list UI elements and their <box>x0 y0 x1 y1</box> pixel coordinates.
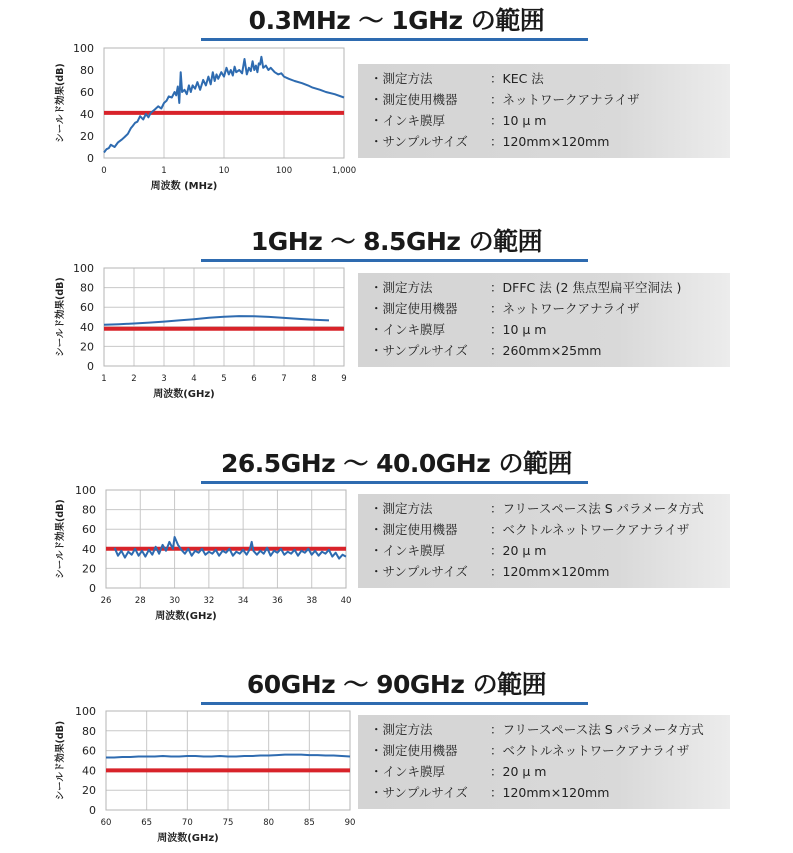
x-tick-label: 30 <box>169 596 180 606</box>
info-label: ・サンプルサイズ <box>370 564 468 579</box>
y-tick-label: 40 <box>82 764 96 778</box>
info-value: ：10 μ m <box>490 322 547 337</box>
y-axis-label: シールド効果(dB) <box>55 63 66 143</box>
x-tick-label: 8 <box>311 374 317 384</box>
info-label: ・測定使用機器 <box>370 522 458 537</box>
x-tick-label: 85 <box>303 818 315 828</box>
x-tick-label: 2 <box>131 374 137 384</box>
info-label: ・インキ膜厚 <box>370 322 446 337</box>
section-title: 1GHz ～ 8.5GHz の範囲 <box>250 227 543 256</box>
x-tick-label: 32 <box>203 596 215 606</box>
x-tick-label: 6 <box>251 374 257 384</box>
x-tick-label: 1 <box>101 374 107 384</box>
x-tick-label: 34 <box>237 596 249 606</box>
x-tick-label: 100 <box>275 166 293 176</box>
y-axis-label: シールド効果(dB) <box>55 720 66 801</box>
y-tick-label: 80 <box>80 64 94 77</box>
x-tick-label: 38 <box>306 596 318 606</box>
x-tick-label: 26 <box>100 596 112 606</box>
info-value: ：120mm×120mm <box>490 134 610 149</box>
y-tick-label: 0 <box>89 804 96 817</box>
x-tick-label: 10 <box>218 166 230 176</box>
info-value: ：KEC 法 <box>490 71 544 86</box>
info-label: ・サンプルサイズ <box>370 343 468 358</box>
info-value: ：120mm×120mm <box>490 785 610 800</box>
y-tick-label: 0 <box>87 360 94 373</box>
x-tick-label: 40 <box>340 596 352 606</box>
info-value: ：フリースペース法 S パラメータ方式 <box>490 501 704 516</box>
x-tick-label: 65 <box>141 818 153 828</box>
y-tick-label: 100 <box>73 42 94 55</box>
info-value: ：フリースペース法 S パラメータ方式 <box>490 722 704 737</box>
x-tick-label: 9 <box>341 374 347 384</box>
x-tick-label: 3 <box>161 374 167 384</box>
y-tick-label: 100 <box>75 705 96 718</box>
y-tick-label: 80 <box>82 503 96 517</box>
y-tick-label: 80 <box>82 724 96 738</box>
section-title: 26.5GHz ～ 40.0GHz の範囲 <box>221 449 572 478</box>
info-value: ：20 μ m <box>490 764 547 779</box>
x-tick-label: 70 <box>181 818 193 828</box>
x-tick-label: 7 <box>281 374 287 384</box>
x-tick-label: 0 <box>101 166 107 176</box>
x-axis-label: 周波数 (MHz) <box>150 181 218 192</box>
x-tick-label: 4 <box>191 374 197 384</box>
info-label: ・測定使用機器 <box>370 92 458 107</box>
y-tick-label: 40 <box>80 108 94 121</box>
y-tick-label: 80 <box>80 281 94 295</box>
y-tick-label: 40 <box>82 542 96 556</box>
y-tick-label: 60 <box>80 86 94 99</box>
section-title: 0.3MHz ～ 1GHz の範囲 <box>248 6 545 35</box>
y-tick-label: 60 <box>82 744 96 758</box>
info-value: ：ベクトルネットワークアナライザ <box>490 743 690 758</box>
y-tick-label: 100 <box>75 484 96 497</box>
x-tick-label: 36 <box>272 596 283 606</box>
y-tick-label: 0 <box>87 152 94 165</box>
y-tick-label: 60 <box>82 523 96 537</box>
y-tick-label: 20 <box>82 562 96 576</box>
info-value: ：120mm×120mm <box>490 564 610 579</box>
x-tick-label: 75 <box>222 818 234 828</box>
y-axis-label: シールド効果(dB) <box>55 277 66 357</box>
x-tick-label: 1 <box>161 166 167 176</box>
x-axis-label: 周波数(GHz) <box>157 833 219 844</box>
y-tick-label: 20 <box>82 784 96 798</box>
x-axis-label: 周波数(GHz) <box>153 389 215 400</box>
x-tick-label: 28 <box>134 596 146 606</box>
info-label: ・測定使用機器 <box>370 743 458 758</box>
info-value: ：ベクトルネットワークアナライザ <box>490 522 690 537</box>
info-label: ・サンプルサイズ <box>370 134 468 149</box>
x-axis-label: 周波数(GHz) <box>155 611 217 622</box>
info-label: ・インキ膜厚 <box>370 543 446 558</box>
info-label: ・インキ膜厚 <box>370 113 446 128</box>
x-tick-label: 80 <box>263 818 275 828</box>
info-label: ・測定使用機器 <box>370 301 458 316</box>
info-label: ・測定方法 <box>370 722 433 737</box>
info-label: ・測定方法 <box>370 501 433 516</box>
info-value: ：260mm×25mm <box>490 343 602 358</box>
x-tick-label: 5 <box>221 374 227 384</box>
info-value: ：ネットワークアナライザ <box>490 301 640 316</box>
x-tick-label: 90 <box>344 818 356 828</box>
y-axis-label: シールド効果(dB) <box>55 499 66 579</box>
x-tick-label: 60 <box>100 818 112 828</box>
info-value: ：10 μ m <box>490 113 547 128</box>
measurement-info-box <box>358 715 730 809</box>
y-tick-label: 40 <box>80 320 94 334</box>
info-label: ・インキ膜厚 <box>370 764 446 779</box>
info-value: ：DFFC 法 (2 焦点型扁平空洞法 ) <box>490 280 682 295</box>
info-label: ・測定方法 <box>370 280 433 295</box>
info-label: ・サンプルサイズ <box>370 785 468 800</box>
y-tick-label: 20 <box>80 130 94 143</box>
info-label: ・測定方法 <box>370 71 433 86</box>
info-value: ：ネットワークアナライザ <box>490 92 640 107</box>
y-tick-label: 0 <box>89 582 96 595</box>
y-tick-label: 100 <box>73 262 94 275</box>
section-title: 60GHz ～ 90GHz の範囲 <box>246 670 547 699</box>
y-tick-label: 20 <box>80 340 94 354</box>
info-value: ：20 μ m <box>490 543 547 558</box>
x-tick-label: 1,000 <box>331 166 357 176</box>
y-tick-label: 60 <box>80 301 94 315</box>
